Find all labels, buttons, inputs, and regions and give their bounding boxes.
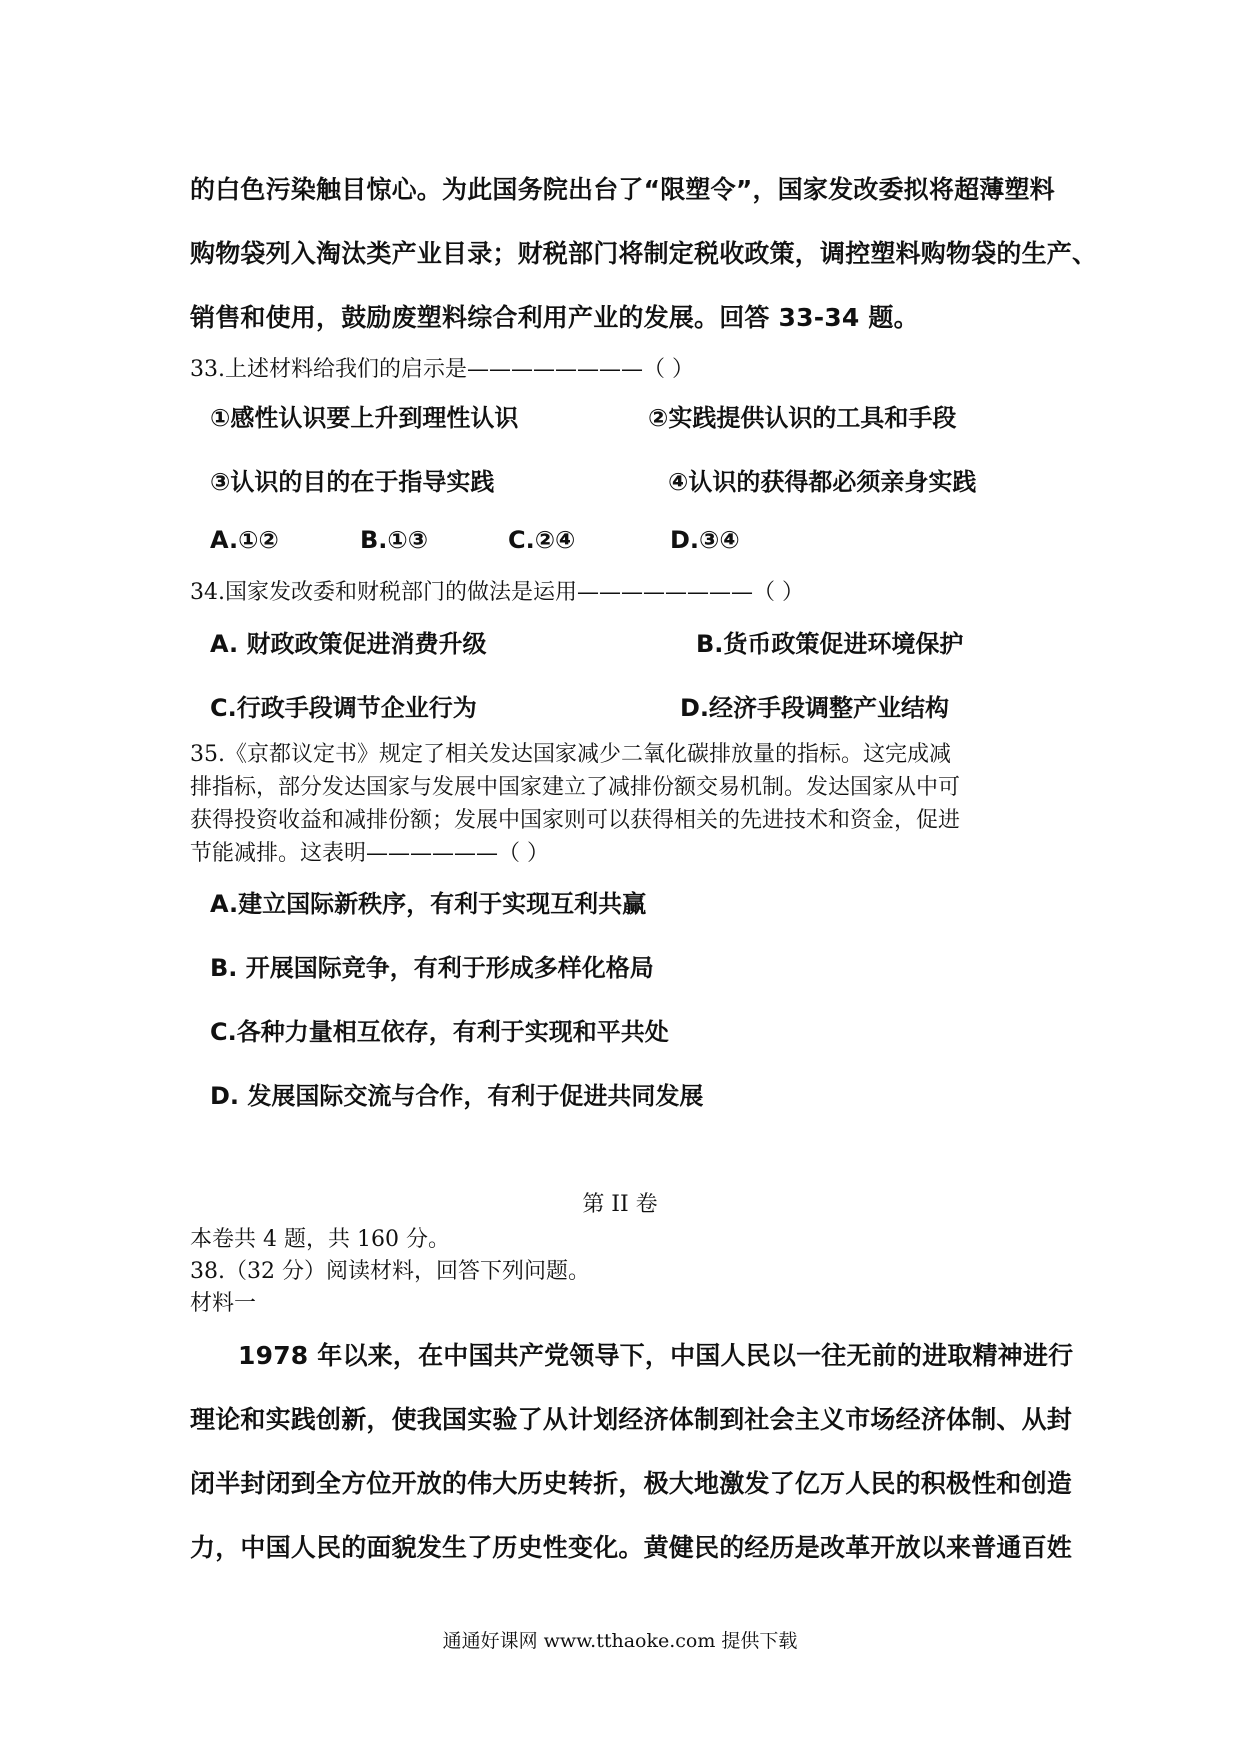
intro-line-2: 购物袋列入淘汰类产业目录；财税部门将制定税收政策，调控塑料购物袋的生产、	[190, 239, 1098, 268]
q35-option-d: D. 发展国际交流与合作，有利于促进共同发展	[210, 1082, 704, 1110]
question-35-line-2: 排指标，部分发达国家与发展中国家建立了减排份额交易机制。发达国家从中可	[190, 775, 961, 800]
material-1-line-4: 力，中国人民的面貌发生了历史性变化。黄健民的经历是改革开放以来普通百姓	[190, 1533, 1073, 1562]
q33-option-d: D.③④	[670, 526, 740, 554]
q35-option-b: B. 开展国际竞争，有利于形成多样化格局	[210, 954, 654, 982]
page-footer: 通通好课网 www.tthaoke.com 提供下载	[442, 1630, 798, 1652]
question-35-line-4: 节能减排。这表明——————（ ）	[190, 841, 549, 866]
q33-statement-4: ④认识的获得都必须亲身实践	[668, 468, 977, 496]
question-34-stem: 34.国家发改委和财税部门的做法是运用————————（ ）	[190, 580, 804, 605]
question-35-line-1: 35.《京都议定书》规定了相关发达国家减少二氧化碳排放量的指标。这完成减	[190, 742, 951, 767]
part-2-summary: 本卷共 4 题，共 160 分。	[190, 1227, 450, 1252]
material-1-label: 材料一	[190, 1291, 257, 1316]
question-38-stem: 38.（32 分）阅读材料，回答下列问题。	[190, 1259, 590, 1284]
q35-option-c: C.各种力量相互依存，有利于实现和平共处	[210, 1018, 669, 1046]
q34-option-b: B.货币政策促进环境保护	[696, 630, 964, 658]
q35-option-a: A.建立国际新秩序，有利于实现互利共赢	[210, 890, 647, 918]
q33-statement-3: ③认识的目的在于指导实践	[210, 468, 495, 496]
material-1-line-3: 闭半封闭到全方位开放的伟大历史转折，极大地激发了亿万人民的积极性和创造	[190, 1469, 1073, 1498]
q33-statement-1: ①感性认识要上升到理性认识	[210, 404, 519, 432]
part-2-title: 第 II 卷	[582, 1192, 658, 1217]
q33-option-c: C.②④	[508, 526, 576, 554]
material-1-line-2: 理论和实践创新，使我国实验了从计划经济体制到社会主义市场经济体制、从封	[190, 1405, 1073, 1434]
q34-option-d: D.经济手段调整产业结构	[680, 694, 950, 722]
q33-option-b: B.①③	[360, 526, 429, 554]
q34-option-c: C.行政手段调节企业行为	[210, 694, 477, 722]
q34-option-a: A. 财政政策促进消费升级	[210, 630, 487, 658]
intro-line-1: 的白色污染触目惊心。为此国务院出台了“限塑令”，国家发改委拟将超薄塑料	[190, 175, 1055, 204]
q33-statement-2: ②实践提供认识的工具和手段	[648, 404, 957, 432]
question-33-stem: 33.上述材料给我们的启示是————————（ ）	[190, 357, 694, 382]
question-35-line-3: 获得投资收益和减排份额；发展中国家则可以获得相关的先进技术和资金，促进	[190, 808, 961, 833]
intro-line-3: 销售和使用，鼓励废塑料综合利用产业的发展。回答 33-34 题。	[190, 303, 919, 332]
q33-option-a: A.①②	[210, 526, 279, 554]
material-1-line-1: 1978 年以来，在中国共产党领导下，中国人民以一往无前的进取精神进行	[238, 1341, 1074, 1370]
